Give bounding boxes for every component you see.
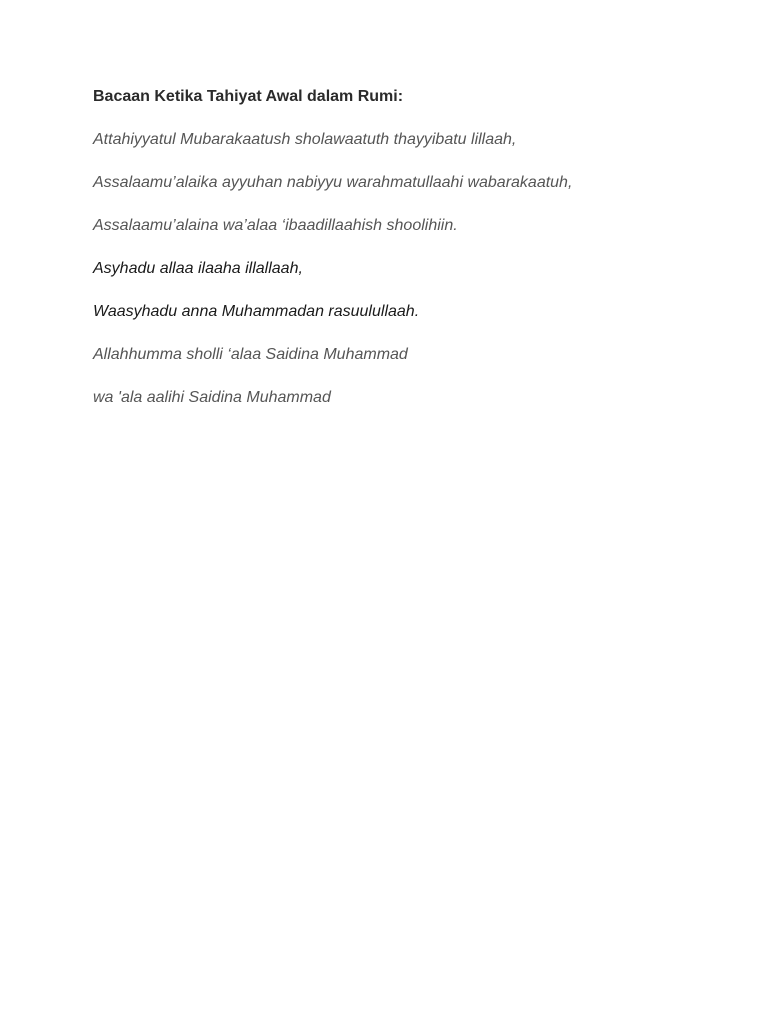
document-heading: Bacaan Ketika Tahiyat Awal dalam Rumi: <box>93 88 404 105</box>
recitation-line-6: Allahhumma sholli ‘alaa Saidina Muhammad <box>93 346 408 363</box>
recitation-line-4: Asyhadu allaa ilaaha illallaah, <box>93 260 303 277</box>
recitation-line-7: wa 'ala aalihi Saidina Muhammad <box>93 389 331 406</box>
recitation-line-2: Assalaamu’alaika ayyuhan nabiyyu warahmatullaahi wabarakaatuh, <box>93 174 573 191</box>
recitation-line-5: Waasyhadu anna Muhammadan rasuulullaah. <box>93 303 420 320</box>
recitation-line-1: Attahiyyatul Mubarakaatush sholawaatuth thayyibatu lillaah, <box>93 131 517 148</box>
recitation-line-3: Assalaamu’alaina wa’alaa ‘ibaadillaahish shoolihiin. <box>93 217 458 234</box>
